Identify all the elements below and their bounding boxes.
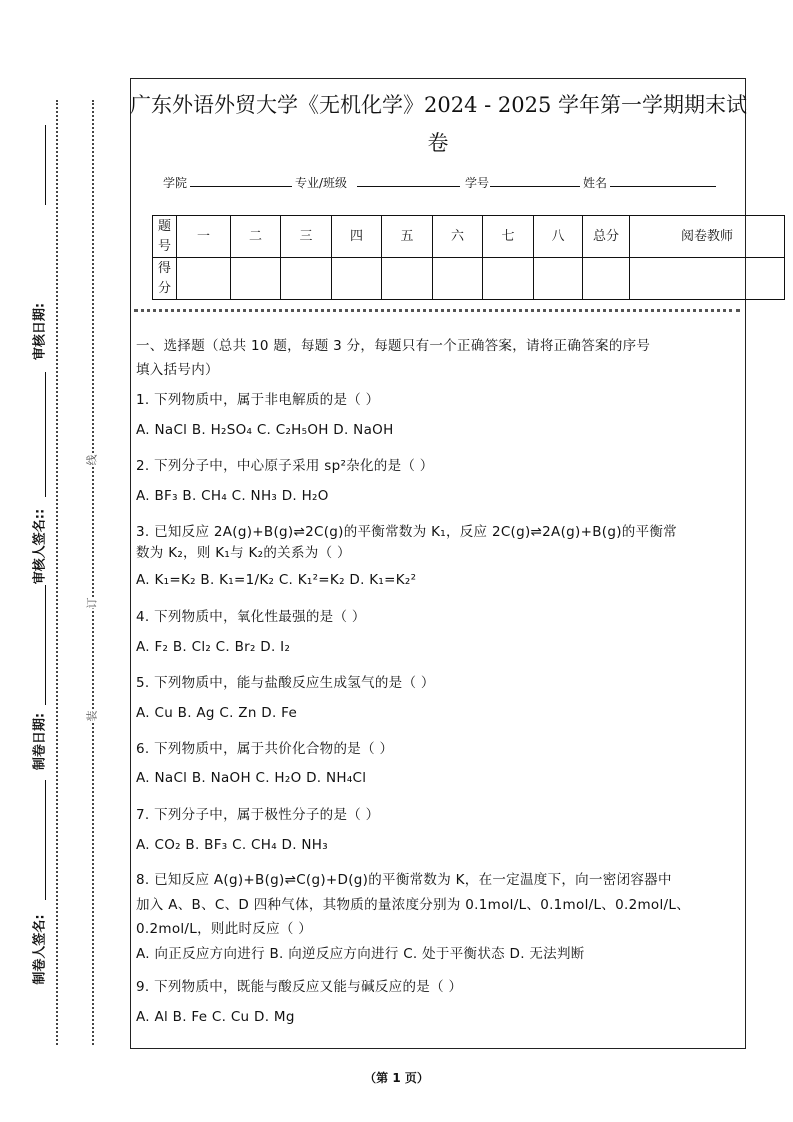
question-1-stem: 1. 下列物质中，属于非电解质的是（ ）	[136, 392, 380, 408]
exam-title-cont: 卷	[427, 131, 449, 155]
section-heading-cont: 填入括号内）	[136, 362, 219, 378]
score-cell[interactable]	[231, 258, 281, 300]
college-field[interactable]	[190, 186, 292, 187]
score-label: 得分	[153, 258, 177, 300]
maker-sign-line	[45, 780, 46, 900]
col-3: 三	[281, 216, 332, 258]
student-id-field[interactable]	[490, 186, 580, 187]
exam-title: 广东外语外贸大学《无机化学》2024 - 2025 学年第一学期期末试	[130, 93, 748, 117]
question-3-options: A. K₁=K₂ B. K₁=1/K₂ C. K₁²=K₂ D. K₁=K₂²	[136, 572, 417, 588]
section-heading: 一、选择题（总共 10 题，每题 3 分，每题只有一个正确答案，请将正确答案的序号	[136, 338, 651, 354]
col-4: 四	[332, 216, 382, 258]
question-8-stem-cont2: 0.2mol/L，则此时反应（ ）	[136, 921, 313, 937]
make-date-line	[45, 585, 46, 705]
question-9-stem: 9. 下列物质中，既能与酸反应又能与碱反应的是（ ）	[136, 979, 463, 995]
score-table-score-row	[153, 258, 785, 300]
binding-dotted-line-inner	[92, 100, 94, 1045]
question-5-options: A. Cu B. Ag C. Zn D. Fe	[136, 705, 298, 721]
question-1-options: A. NaCl B. H₂SO₄ C. C₂H₅OH D. NaOH	[136, 422, 394, 438]
col-5: 五	[382, 216, 433, 258]
header-label: 题号	[153, 216, 177, 258]
question-9-options: A. Al B. Fe C. Cu D. Mg	[136, 1009, 295, 1025]
question-7-stem: 7. 下列分子中，属于极性分子的是（ ）	[136, 807, 380, 823]
score-table	[152, 215, 785, 300]
mount-mark: 装	[85, 710, 99, 722]
page-number: （第 1 页）	[364, 1071, 429, 1085]
review-date-line	[45, 125, 46, 205]
question-8-stem: 8. 已知反应 A(g)+B(g)⇌C(g)+D(g)的平衡常数为 K，在一定温度下，向一密闭容器中	[136, 872, 672, 888]
major-label: 专业/班级	[295, 176, 348, 190]
score-cell[interactable]	[433, 258, 483, 300]
col-7: 七	[483, 216, 534, 258]
college-label: 学院	[163, 176, 188, 190]
bind-mark: 订	[85, 597, 99, 609]
question-5-stem: 5. 下列物质中，能与盐酸反应生成氢气的是（ ）	[136, 675, 435, 691]
dotted-separator	[134, 309, 740, 312]
reviewer-sign-line	[45, 372, 46, 497]
score-cell[interactable]	[630, 258, 785, 300]
col-grader: 阅卷教师	[630, 216, 785, 258]
student-id-label: 学号	[465, 176, 490, 190]
question-8-options: A. 向正反应方向进行 B. 向逆反应方向进行 C. 处于平衡状态 D. 无法判断	[136, 946, 585, 962]
question-7-options: A. CO₂ B. BF₃ C. CH₄ D. NH₃	[136, 837, 328, 853]
score-cell[interactable]	[583, 258, 630, 300]
line-mark: 线	[85, 454, 99, 466]
score-cell[interactable]	[281, 258, 332, 300]
score-cell[interactable]	[382, 258, 433, 300]
score-cell[interactable]	[534, 258, 583, 300]
col-1: 一	[177, 216, 231, 258]
question-3-stem: 3. 已知反应 2A(g)+B(g)⇌2C(g)的平衡常数为 K₁，反应 2C(g)⇌2A(g)+B(g)的平衡常	[136, 524, 677, 540]
question-3-stem-cont: 数为 K₂，则 K₁与 K₂的关系为（ ）	[136, 545, 351, 561]
score-cell[interactable]	[177, 258, 231, 300]
binding-dotted-line-outer	[56, 100, 58, 1045]
question-6-options: A. NaCl B. NaOH C. H₂O D. NH₄Cl	[136, 770, 367, 786]
question-2-stem: 2. 下列分子中，中心原子采用 sp²杂化的是（ ）	[136, 458, 434, 474]
name-label: 姓名	[583, 176, 608, 190]
col-6: 六	[433, 216, 483, 258]
question-6-stem: 6. 下列物质中，属于共价化合物的是（ ）	[136, 741, 394, 757]
make-date-label: 制卷日期:	[32, 712, 48, 771]
col-total: 总分	[583, 216, 630, 258]
col-2: 二	[231, 216, 281, 258]
question-2-options: A. BF₃ B. CH₄ C. NH₃ D. H₂O	[136, 488, 329, 504]
col-8: 八	[534, 216, 583, 258]
question-4-options: A. F₂ B. Cl₂ C. Br₂ D. I₂	[136, 639, 291, 655]
score-cell[interactable]	[483, 258, 534, 300]
major-field[interactable]	[357, 186, 460, 187]
question-8-stem-cont: 加入 A、B、C、D 四种气体，其物质的量浓度分别为 0.1mol/L、0.1mol/L、0.2mol/L、	[136, 897, 690, 913]
review-date-label: 审核日期:	[32, 302, 48, 361]
question-4-stem: 4. 下列物质中，氧化性最强的是（ ）	[136, 609, 366, 625]
reviewer-sign-label: 审核人签名::	[32, 508, 48, 585]
score-cell[interactable]	[332, 258, 382, 300]
maker-sign-label: 制卷人签名:	[32, 914, 48, 985]
name-field[interactable]	[610, 186, 716, 187]
score-table-header-row	[153, 216, 785, 258]
